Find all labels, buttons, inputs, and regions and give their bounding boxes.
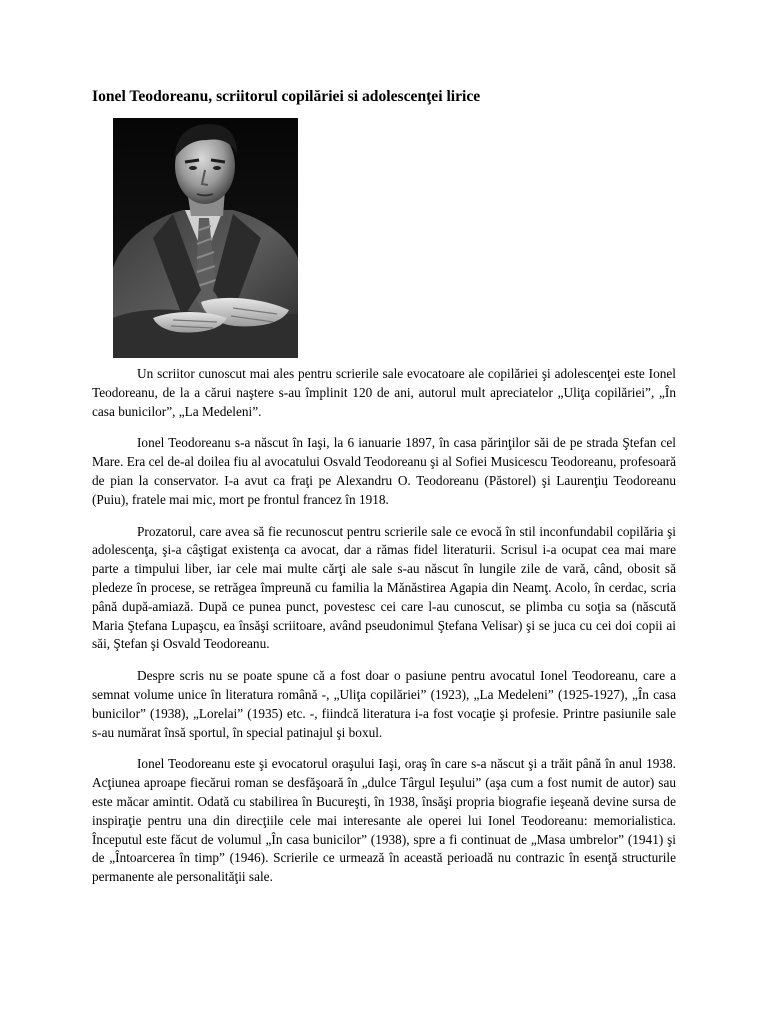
- paragraph: Prozatorul, care avea să fie recunoscut pentru scrierile sale ce evocă în stil inconfundabil copilăria şi adolescenţa, şi-a câştigat existenţa ca avocat, dar a rămas fidel literaturii. Scrisul i-a ocupat cea mai mare parte a timpului liber, iar cele mai multe cărţi ale sale s-au născut în lungile zile de vară, când, obosit să pledeze în procese, se retrăgea împreună cu familia la Mănăstirea Agapia din Neamţ. Acolo, în cerdac, scria până după-amiază. După ce punea punct, povestesc cei care l-au cunoscut, se plimba cu soţia sa (născută Maria Ştefana Lupaşcu, ea însăşi scriitoare, având pseudonimul Ştefana Velisar) şi se juca cu cei doi copii ai săi, Ştefan şi Osvald Teodoreanu.: [92, 523, 676, 652]
- paragraph: Despre scris nu se poate spune că a fost doar o pasiune pentru avocatul Ionel Teodoreanu, care a semnat volume unice în literatura română -, „Uliţa copilăriei” (1923), „La Medeleni” (1925-1927), „În casa bunicilor” (1938), „Lorelai” (1935) etc. -, fiindcă literatura i-a fost vocaţie şi profesie. Printre pasiunile sale s-au numărat însă sportul, în special patinajul şi boxul.: [92, 668, 676, 740]
- article-body: [92, 365, 676, 900]
- paragraph: Ionel Teodoreanu este şi evocatorul oraşului Iaşi, oraş în care s-a născut şi a trăit până în anul 1938. Acţiunea aproape fiecărui roman se desfăşoară în „dulce Târgul Ieşului” (aşa cum a fost numit de autor) sau este măcar amintit. Odată cu stabilirea în Bucureşti, în 1938, însăşi propria biografie ieşeană devine sursa de inspiraţie pentru una din direcţiile cele mai interesante ale operei lui Ionel Teodoreanu: memorialistica. Începutul este făcut de volumul „În casa bunicilor” (1938), spre a fi continuat de „Masa umbrelor” (1941) şi de „Întoarcerea în timp” (1946). Scrierile ce urmează în această perioadă nu contrazic în esenţă structurile permanente ale personalităţii sale.: [92, 756, 676, 885]
- paragraph: Un scriitor cunoscut mai ales pentru scrierile sale evocatoare ale copilăriei şi adolescenţei este Ionel Teodoreanu, de la a cărui naştere s-au împlinit 120 de ani, autorul mult apreciatelor „Uliţa copilăriei”, „În casa bunicilor”, „La Medeleni”.: [92, 366, 676, 419]
- page-title: Ionel Teodoreanu, scriitorul copilăriei si adolescenţei lirice: [92, 88, 481, 105]
- paragraph: Ionel Teodoreanu s-a născut în Iaşi, la 6 ianuarie 1897, în casa părinţilor săi de pe strada Ştefan cel Mare. Era cel de-al doilea fiu al avocatului Osvald Teodoreanu şi al Sofiei Musicescu Teodoreanu, profesoară de pian la conservator. I-a avut ca fraţi pe Alexandru O. Teodoreanu (Păstorel) şi Laurenţiu Teodoreanu (Puiu), fratele mai mic, mort pe frontul francez în 1918.: [92, 435, 676, 507]
- author-portrait-photo: [113, 118, 298, 358]
- portrait-illustration: [113, 118, 298, 358]
